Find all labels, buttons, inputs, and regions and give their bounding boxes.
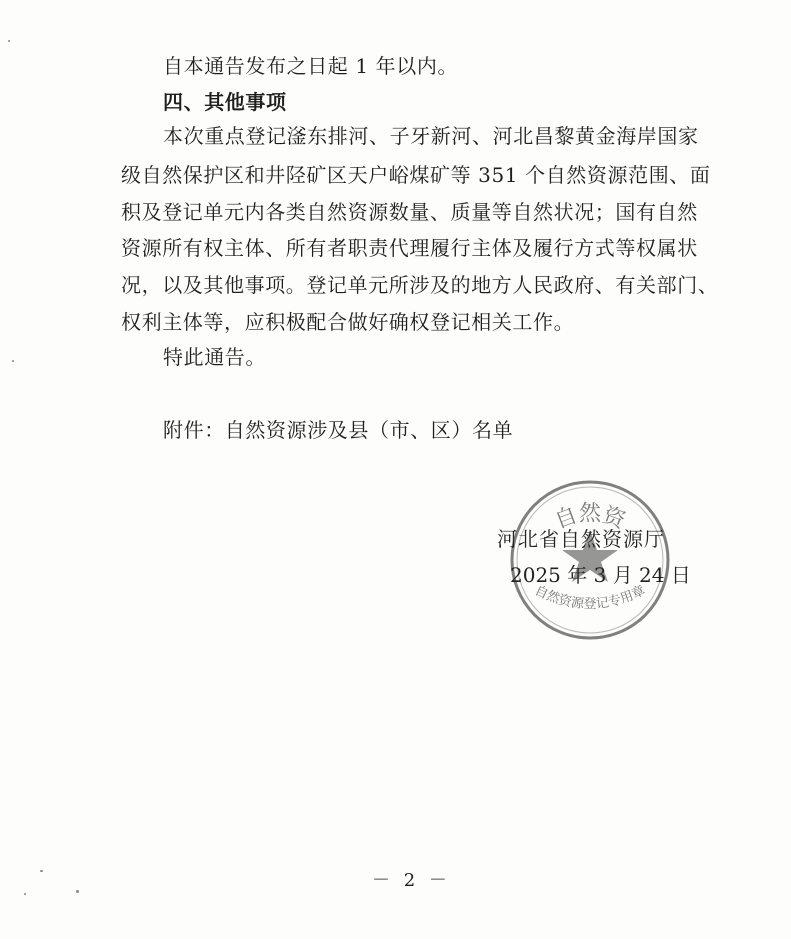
body-line-3: 本次重点登记滏东排河、子牙新河、河北昌黎黄金海岸国家 [163,124,699,148]
seal-top-text: 自然资 [551,501,629,534]
scan-speck [76,890,79,893]
section-heading-other-matters: 四、其他事项 [163,90,287,114]
seal-bottom-text: 自然资源登记专用章 [532,583,648,612]
attachment-line: 附件：自然资源涉及县（市、区）名单 [163,418,514,442]
page-number: － 2 － [372,870,451,891]
body-line-7: 况，以及其他事项。登记单元所涉及的地方人民政府、有关部门、 [121,273,719,297]
body-line-5: 积及登记单元内各类自然资源数量、质量等自然状况；国有自然 [121,200,698,224]
signing-date: 2025 年 3 月 24 日 [510,563,691,587]
body-line-4: 级自然保护区和井陉矿区天户峪煤矿等 351 个自然资源范围、面 [121,163,711,187]
scan-speck [24,893,26,895]
body-line-8: 权利主体等，应积极配合做好确权登记相关工作。 [121,310,575,334]
closing-line: 特此通告。 [163,345,266,369]
signing-organization: 河北省自然资源厅 [497,527,665,551]
official-seal-icon [500,475,680,645]
body-line-6: 资源所有权主体、所有者职责代理履行主体及履行方式等权属状 [121,236,698,260]
scan-speck [8,40,10,42]
scan-speck [40,870,43,872]
body-line-1: 自本通告发布之日起 1 年以内。 [163,54,459,78]
scan-speck [12,360,14,362]
